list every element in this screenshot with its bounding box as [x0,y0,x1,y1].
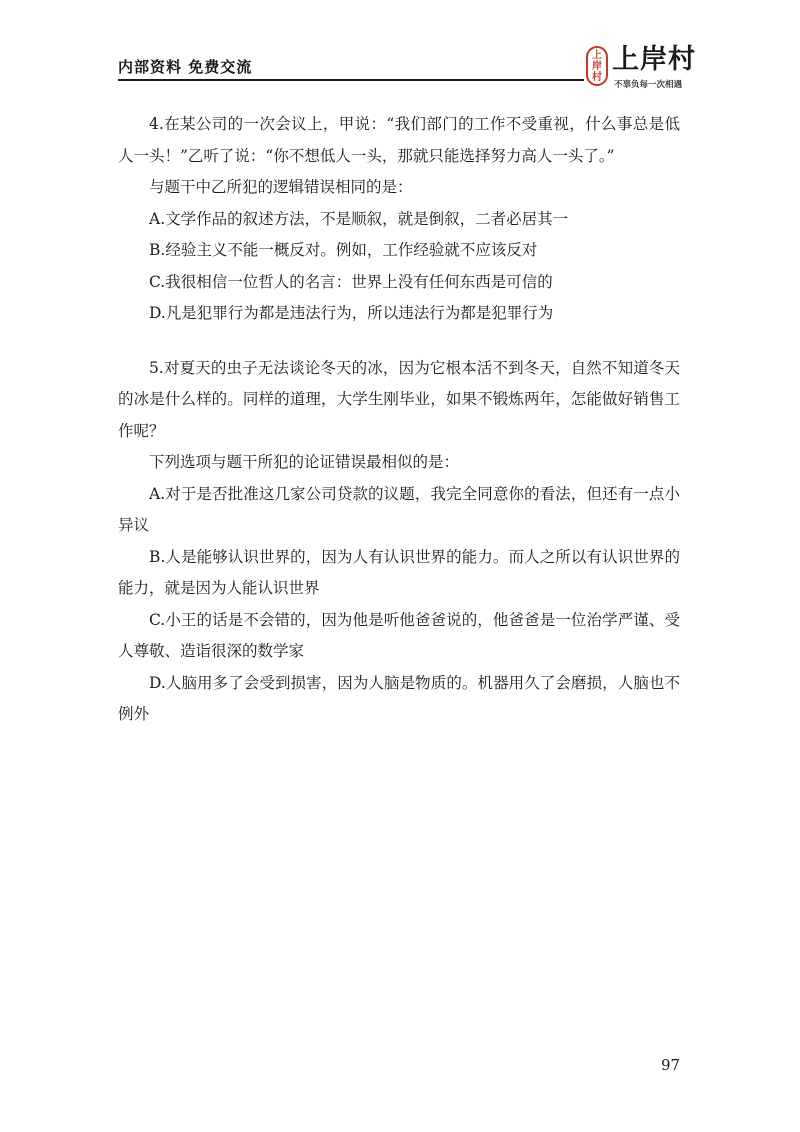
question-stem: 4.在某公司的一次会议上，甲说：“我们部门的工作不受重视，什么事总是低人一头！”乙听了说：“你不想低人一头，那就只能选择努力高人一头了。” [118,115,680,165]
option-d: D.人脑用多了会受到损害，因为人脑是物质的。机器用久了会磨损，人脑也不例外 [118,673,680,723]
option-a: A.对于是否批准这几家公司贷款的议题，我完全同意你的看法，但还有一点小异议 [118,484,680,534]
question-5 [118,353,680,731]
logo-slogan: 不辜负每一次相遇 [614,80,683,90]
question-prompt: 与题干中乙所犯的逻辑错误相同的是： [149,178,413,196]
question-prompt: 下列选项与题干所犯的论证错误最相似的是： [149,453,460,471]
header-divider [118,79,584,81]
brand-logo [586,44,696,94]
header-title: 内部资料 免费交流 [118,58,253,76]
logo-seal-icon: 上 岸 村 [586,46,608,86]
question-stem: 5.对夏天的虫子无法谈论冬天的冰，因为它根本活不到冬天，自然不知道冬天的冰是什么样的。同样的道理，大学生刚毕业，如果不锻炼两年，怎能做好销售工作呢？ [118,358,680,440]
option-a: A.文学作品的叙述方法，不是顺叙，就是倒叙，二者必居其一 [149,209,569,228]
option-d: D.凡是犯罪行为都是违法行为，所以违法行为都是犯罪行为 [149,304,554,322]
option-c: C.小王的话是不会错的，因为他是听他爸爸说的，他爸爸是一位治学严谨、受人尊敬、造诣很深的数学家 [118,610,680,660]
question-4 [118,109,680,330]
option-b: B.经验主义不能一概反对。例如，工作经验就不应该反对 [149,241,538,259]
option-c: C.我很相信一位哲人的名言：世界上没有任何东西是可信的 [149,272,553,291]
option-b: B.人是能够认识世界的，因为人有认识世界的能力。而人之所以有认识世界的能力，就是因为人能认识世界 [118,547,680,597]
page-content [118,109,680,731]
page-number: 97 [661,1056,681,1074]
question-spacer [118,330,680,353]
logo-name: 上岸村 [612,44,696,75]
